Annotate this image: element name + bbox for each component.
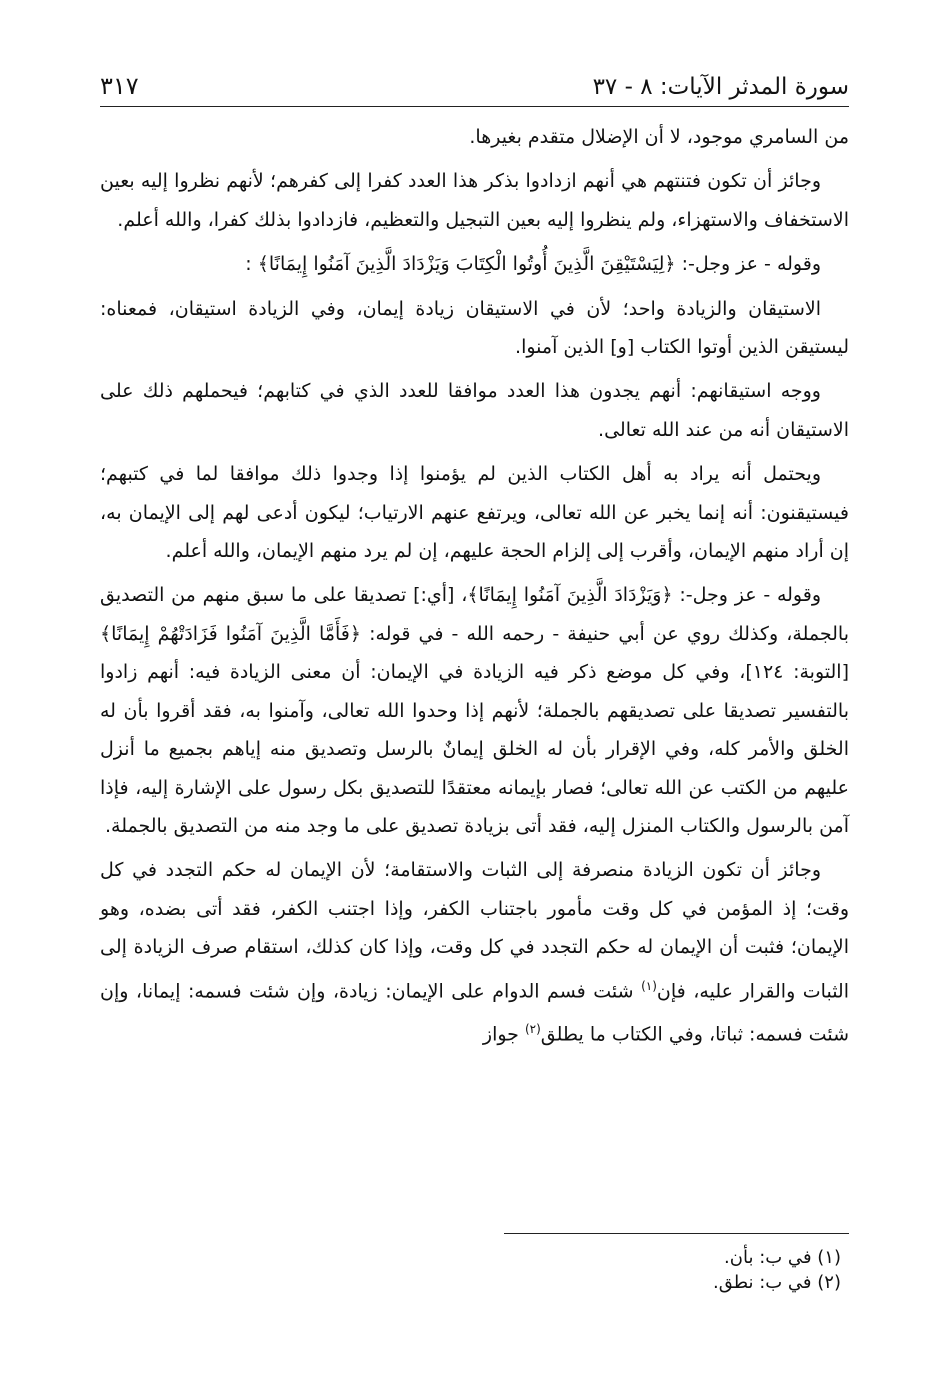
page-header [100,56,849,107]
paragraph [100,851,849,1054]
footnote-marker: (٢) [524,1022,541,1037]
paragraph-intro: وقوله - عز وجل-: [681,253,821,276]
paragraph-text: شئت فسم الدوام على الإيمان: زيادة، وإن شئت فسمه: إيمانا، وإن شئت فسمه: ثباتا، وفي الكتاب ما يطلق [100,979,849,1046]
quran-verse: ﴿لِيَسْتَيْقِنَ الَّذِينَ أُوتُوا الْكِتَابَ وَيَزْدَادَ الَّذِينَ آمَنُوا إِيمَانًا﴾ [257,253,676,276]
main-text [100,118,849,1060]
paragraph: ويحتمل أنه يراد به أهل الكتاب الذين لم يؤمنوا إذا وجدوا ذلك موافقا لما في كتبهم؛ فيستيقنون: أنه إنما يخبر عن الله تعالى، ويرتفع عنهم الارتياب؛ ليكون أدعى لهم إلى الإيمان به، إن أراد منهم الإيمان، وأقرب إلى إلزام الحجة عليهم، إن لم يرد منهم الإيمان، والله أعلم. [100,463,849,563]
footnote-1: (١) في ب: بأن. [724,1247,841,1268]
footnote-marker: (١) [641,978,657,993]
page-number: ٣١٧ [100,72,139,100]
running-title: سورة المدثر الآيات: ٨ - ٣٧ [592,74,849,100]
quran-verse: ﴿وَيَزْدَادَ الَّذِينَ آمَنُوا إِيمَانًا﴾ [467,584,673,607]
paragraph-text: وجائز أن تكون الزيادة منصرفة إلى الثبات والاستقامة؛ لأن الإيمان له حكم التجدد في كل وقت؛ إذ المؤمن في كل وقت مأمور باجتناب الكفر، وإذا اجتنب الكفر، فقد أتى بضده، وهو الإيمان؛ فثبت أن الإيمان له حكم التجدد في كل وقت، وإذا كان كذلك، استقام صرف الزيادة إلى الثبات والقرار عليه، فإن [100,859,849,1002]
paragraph-text: [التوبة: ١٢٤]، وفي كل موضع ذكر فيه الزيادة في الإيمان: أن معنى الزيادة فيه: أنهم زادوا بالتفسير تصديقا على تصديقهم بالجملة؛ لأنهم إذا وحدوا الله تعالى، وآمنوا به، فقد أقروا بأن له الخلق والأمر كله، وفي الإقرار بأن له الخلق إيمانٌ بالرسل وتصديق منه إياهم بجميع ما أنزل عليهم من الكتب عن الله تعالى؛ فصار بإيمانه معتقدًا للتصديق بكل رسول على الإشارة إليه، فإذا آمن بالرسول والكتاب المنزل إليه، فقد أتى بزيادة تصديق على ما وجد منه من التصديق بالجملة. [100,661,849,837]
paragraph-intro: وقوله - عز وجل-: [679,584,821,607]
paragraph: الاستيقان والزيادة واحد؛ لأن في الاستيقان زيادة إيمان، وفي الزيادة استيقان، فمعناه: ليستيقن الذين أوتوا الكتاب [و] الذين آمنوا. [100,297,849,359]
footnotes [100,1245,849,1295]
paragraph: ووجه استيقانهم: أنهم يجدون هذا العدد موافقا للعدد الذي في كتابهم؛ فيحملهم ذلك على الاستيقان أنه من عند الله تعالى. [100,380,849,441]
paragraph-end: : [245,253,252,276]
paragraph: من السامري موجود، لا أن الإضلال متقدم بغيرها. [469,126,849,148]
paragraph [100,576,849,845]
paragraph [100,245,849,283]
paragraph: وجائز أن تكون فتنتهم هي أنهم ازدادوا بذكر هذا العدد كفرا إلى كفرهم؛ لأنهم نظروا إليه بعين الاستخفاف والاستهزاء، ولم ينظروا إليه بعين التبجيل والتعظيم، فازدادوا بذلك كفرا، والله أعلم. [100,170,849,231]
quran-verse: ﴿فَأَمَّا الَّذِينَ آمَنُوا فَزَادَتْهُمْ إِيمَانًا﴾ [100,622,362,645]
paragraph-text: جواز [482,1023,525,1046]
footnote-divider [504,1233,849,1234]
paragraph-text: ، [أي:] تصديقا على ما سبق منهم من التصديق بالجملة، وكذلك روي عن أبي حنيفة - رحمه الله - في قوله: [100,584,849,645]
footnote-2: (٢) في ب: نطق. [712,1272,841,1293]
